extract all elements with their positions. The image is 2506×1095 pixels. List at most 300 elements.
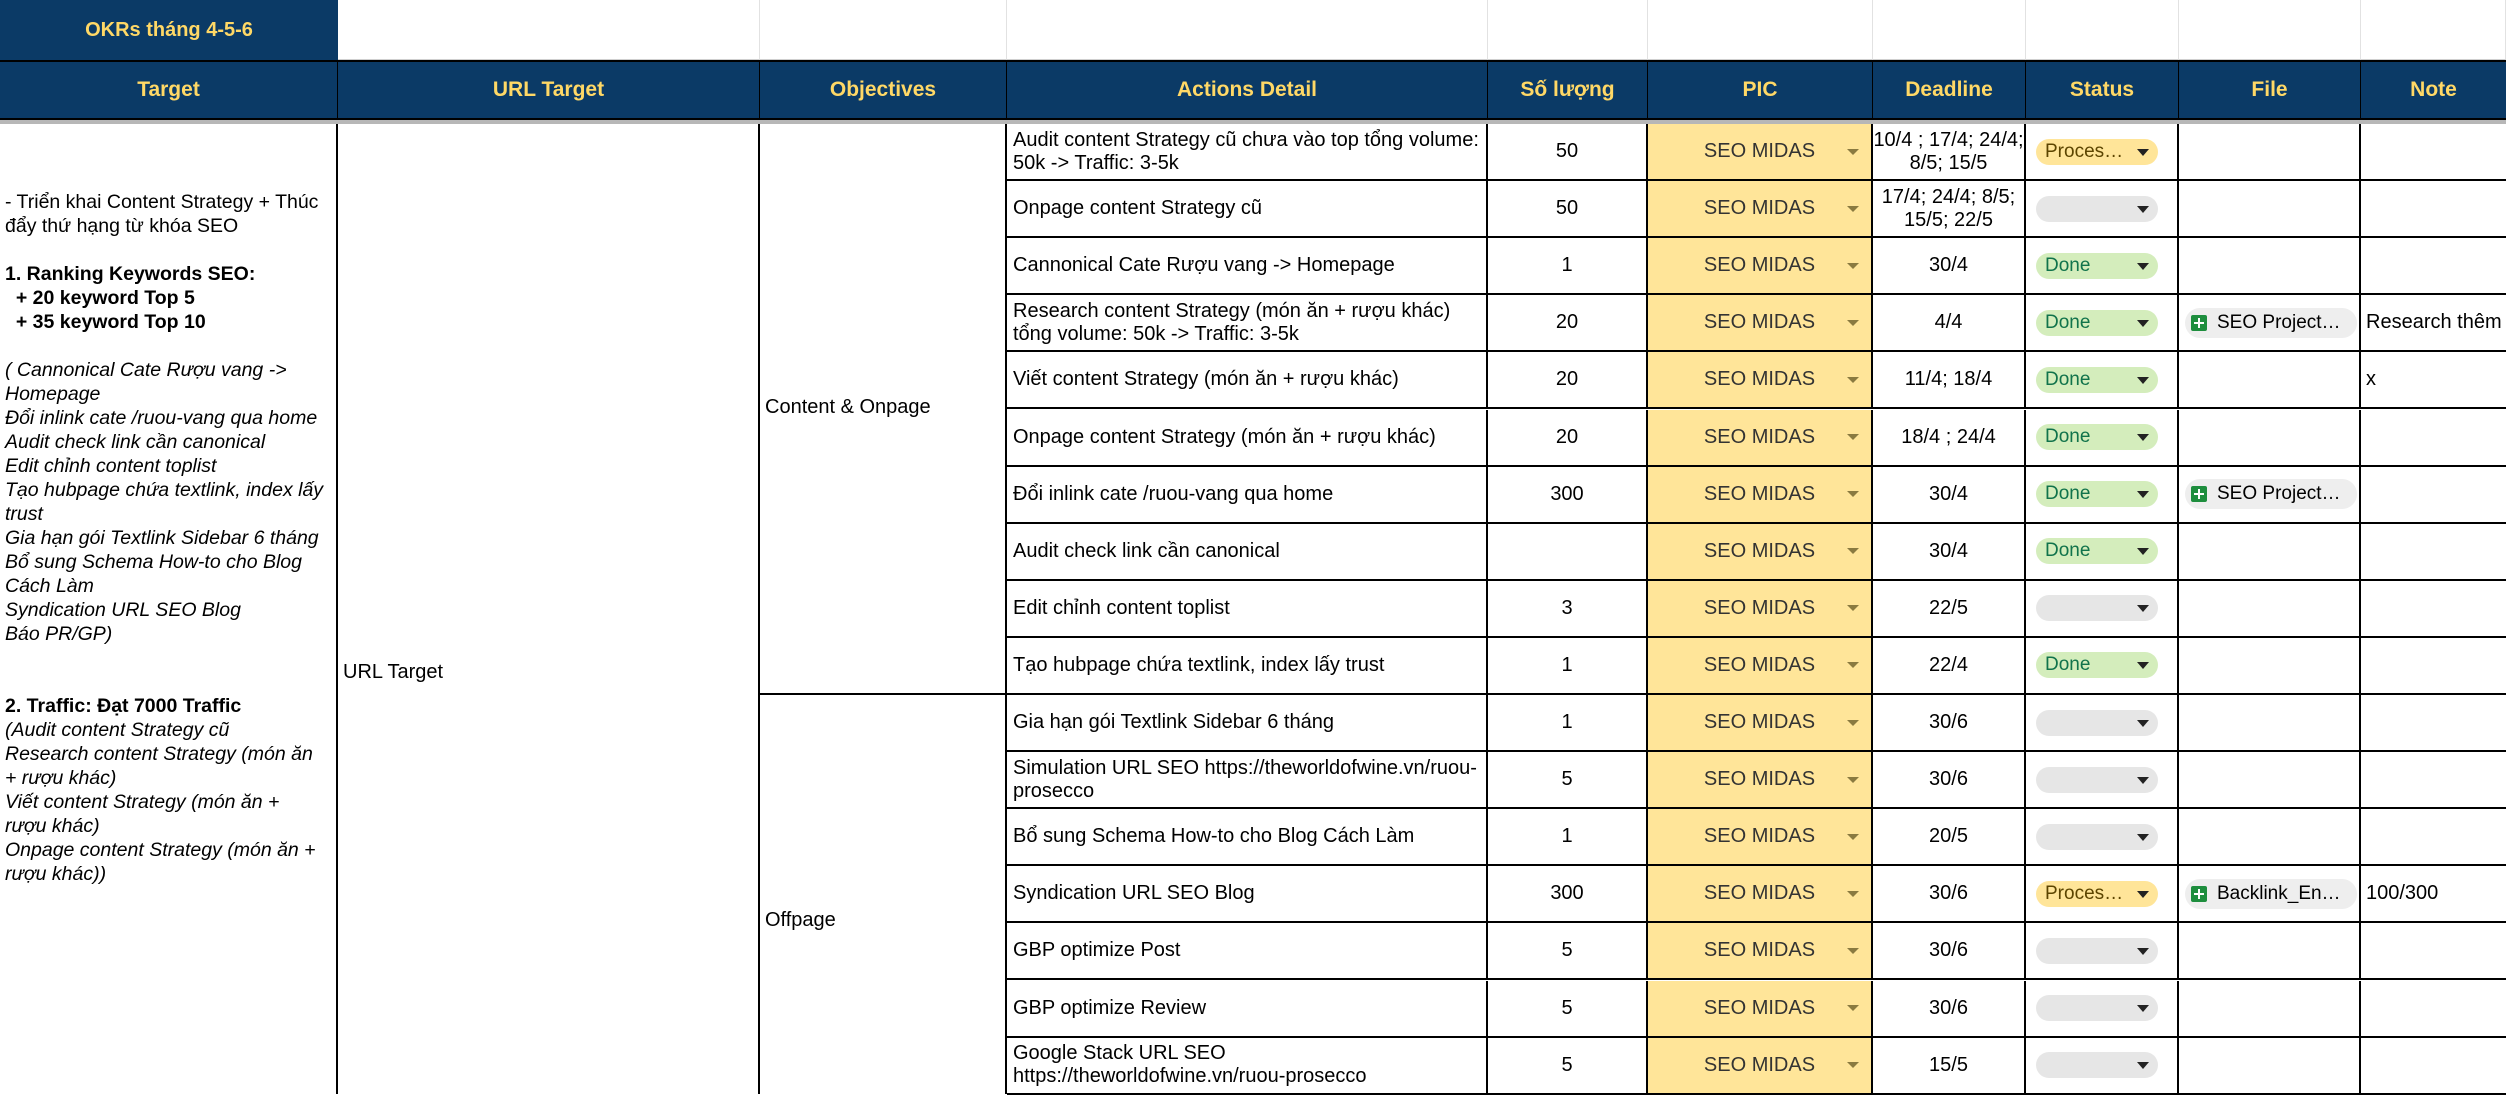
target-line: Tạo hubpage chứa textlink, index lấy [5, 479, 324, 501]
deadline-cell[interactable] [1873, 581, 2026, 636]
status-dropdown-chip[interactable] [2036, 310, 2158, 336]
blank-cell[interactable] [338, 0, 760, 60]
quantity-cell[interactable] [1488, 695, 1648, 750]
table-row [1007, 638, 2506, 695]
deadline-value: 15/5 [1929, 1053, 1968, 1076]
file-smart-chip[interactable] [2185, 308, 2357, 338]
quantity-cell[interactable] [1488, 124, 1648, 179]
pic-dropdown[interactable] [1648, 410, 1873, 465]
deadline-value: 11/4; 18/4 [1904, 368, 1993, 391]
note-cell[interactable] [2361, 238, 2506, 293]
table-row [1007, 295, 2506, 352]
deadline-cell[interactable] [1873, 410, 2026, 465]
status-dropdown-chip[interactable] [2036, 139, 2158, 165]
quantity-value: 5 [1561, 1053, 1573, 1076]
status-cell[interactable] [2026, 467, 2179, 522]
pic-value: SEO MIDAS [1703, 939, 1816, 962]
status-dropdown-chip[interactable] [2036, 538, 2158, 564]
dropdown-arrow-icon [1847, 948, 1859, 954]
objective-offpage-cell[interactable] [760, 695, 1007, 1094]
status-value: Done [2045, 540, 2091, 562]
deadline-value: 4/4 [1934, 311, 1963, 334]
file-cell[interactable] [2179, 695, 2361, 750]
quantity-cell[interactable] [1488, 467, 1648, 522]
status-dropdown-chip[interactable] [2036, 824, 2158, 850]
pic-value: SEO MIDAS [1703, 254, 1816, 277]
target-line: Đổi inlink cate /ruou-vang qua home [5, 407, 318, 429]
file-cell[interactable] [2179, 524, 2361, 579]
status-cell[interactable] [2026, 866, 2179, 921]
target-line: trust [5, 503, 43, 525]
status-value: Done [2045, 368, 2091, 390]
note-value: 100/300 [2366, 882, 2439, 905]
quantity-value: 20 [1555, 425, 1579, 448]
pic-value: SEO MIDAS [1703, 197, 1816, 220]
action-detail-text: GBP optimize Review [1013, 996, 1207, 1019]
table-row [1007, 695, 2506, 752]
target-line: Audit check link cần canonical [5, 431, 266, 453]
chevron-down-icon [2137, 149, 2149, 156]
url-target-cell[interactable] [338, 124, 760, 1094]
sheet-title-cell[interactable] [0, 0, 338, 60]
quantity-value: 20 [1555, 311, 1579, 334]
pic-dropdown[interactable] [1648, 524, 1873, 579]
target-line: rượu khác) [5, 815, 100, 837]
deadline-value: 17/4; 24/4; 8/5; 15/5; 22/5 [1881, 185, 2016, 231]
quantity-cell[interactable] [1488, 181, 1648, 236]
target-line: Gia hạn gói Textlink Sidebar 6 tháng [5, 527, 319, 549]
status-cell[interactable] [2026, 923, 2179, 978]
deadline-value: 30/6 [1929, 996, 1968, 1019]
deadline-cell[interactable] [1873, 524, 2026, 579]
deadline-cell[interactable] [1873, 981, 2026, 1036]
blank-cell[interactable] [1648, 0, 1873, 60]
deadline-cell[interactable] [1873, 638, 2026, 693]
target-line: 2. Traffic: Đạt 7000 Traffic [5, 695, 242, 717]
pic-value: SEO MIDAS [1703, 1053, 1816, 1076]
note-cell[interactable] [2361, 467, 2506, 522]
quantity-cell[interactable] [1488, 295, 1648, 350]
action-detail-text: Đổi inlink cate /ruou-vang qua home [1013, 482, 1334, 505]
deadline-value: 30/6 [1929, 768, 1968, 791]
status-cell[interactable] [2026, 695, 2179, 750]
header-file[interactable]: File [2179, 60, 2361, 120]
status-value: Done [2045, 311, 2091, 333]
blank-cell[interactable] [2361, 0, 2506, 60]
target-line: Viết content Strategy (món ăn + [5, 791, 280, 813]
note-cell[interactable] [2361, 581, 2506, 636]
quantity-cell[interactable] [1488, 410, 1648, 465]
action-detail-cell[interactable] [1007, 124, 1488, 179]
action-detail-text: Viết content Strategy (món ăn + rượu khác) [1013, 368, 1399, 391]
status-dropdown-chip[interactable] [2036, 881, 2158, 907]
target-line: 1. Ranking Keywords SEO: [5, 263, 256, 285]
deadline-cell[interactable] [1873, 866, 2026, 921]
deadline-value: 10/4 ; 17/4; 24/4; 8/5; 15/5 [1873, 128, 2024, 174]
deadline-cell[interactable] [1873, 124, 2026, 179]
pic-dropdown[interactable] [1648, 238, 1873, 293]
chevron-down-icon [2137, 605, 2149, 612]
quantity-value: 1 [1561, 653, 1573, 676]
table-row [1007, 410, 2506, 467]
quantity-cell[interactable] [1488, 581, 1648, 636]
action-detail-cell[interactable] [1007, 181, 1488, 236]
note-value: Research thêm [2366, 311, 2502, 334]
chevron-down-icon [2137, 1062, 2149, 1069]
chevron-down-icon [2137, 720, 2149, 727]
chevron-down-icon [2137, 777, 2149, 784]
deadline-cell[interactable] [1873, 1038, 2026, 1093]
quantity-value: 5 [1561, 768, 1573, 791]
note-cell[interactable] [2361, 524, 2506, 579]
header-note[interactable]: Note [2410, 78, 2457, 101]
target-line: rượu khác)) [5, 863, 107, 885]
status-dropdown-chip[interactable] [2036, 652, 2158, 678]
status-cell[interactable] [2026, 981, 2179, 1036]
header-objectives[interactable]: Objectives [760, 60, 1007, 120]
blank-cell[interactable] [1873, 0, 2026, 60]
status-dropdown-chip[interactable] [2036, 481, 2158, 507]
dropdown-arrow-icon [1847, 1062, 1859, 1068]
quantity-value: 300 [1550, 482, 1584, 505]
dropdown-arrow-icon [1847, 720, 1859, 726]
quantity-value: 50 [1555, 197, 1579, 220]
status-dropdown-chip[interactable] [2036, 767, 2158, 793]
header-pic[interactable]: PIC [1648, 60, 1873, 120]
target-line: Cách Làm [5, 575, 94, 597]
pic-dropdown[interactable] [1648, 467, 1873, 522]
pic-value: SEO MIDAS [1703, 539, 1816, 562]
file-cell[interactable] [2179, 238, 2361, 293]
dropdown-arrow-icon [1847, 149, 1859, 155]
action-detail-cell[interactable] [1007, 410, 1488, 465]
pic-value: SEO MIDAS [1703, 768, 1816, 791]
quantity-cell[interactable] [1488, 638, 1648, 693]
deadline-cell[interactable] [1873, 923, 2026, 978]
dropdown-arrow-icon [1847, 777, 1859, 783]
status-value: Done [2045, 426, 2091, 448]
note-cell[interactable] [2361, 352, 2506, 407]
pic-value: SEO MIDAS [1703, 368, 1816, 391]
action-detail-cell[interactable] [1007, 638, 1488, 693]
table-row [1007, 981, 2506, 1038]
action-detail-cell[interactable] [1007, 866, 1488, 921]
quantity-cell[interactable] [1488, 809, 1648, 864]
blank-cell[interactable] [2026, 0, 2179, 60]
file-cell[interactable] [2179, 923, 2361, 978]
action-detail-text: Onpage content Strategy (món ăn + rượu khác) [1013, 425, 1436, 448]
action-detail-cell[interactable] [1007, 752, 1488, 807]
deadline-value: 20/5 [1929, 825, 1968, 848]
header-url-target[interactable]: URL Target [338, 60, 760, 120]
header-target[interactable]: Target [0, 60, 338, 120]
target-line: + 20 keyword Top 5 [5, 287, 195, 309]
note-cell[interactable] [2361, 410, 2506, 465]
chevron-down-icon [2137, 662, 2149, 669]
action-detail-cell[interactable] [1007, 295, 1488, 350]
table-row [1007, 524, 2506, 581]
target-line: Syndication URL SEO Blog [5, 599, 241, 621]
quantity-cell[interactable] [1488, 981, 1648, 1036]
google-sheets-icon [2191, 486, 2207, 502]
status-cell[interactable] [2026, 124, 2179, 179]
target-line: + rượu khác) [5, 767, 117, 789]
dropdown-arrow-icon [1847, 320, 1859, 326]
action-detail-cell[interactable] [1007, 524, 1488, 579]
deadline-value: 22/5 [1929, 596, 1968, 619]
objective-label: Offpage [765, 909, 836, 931]
table-row [1007, 809, 2506, 866]
quantity-value: 300 [1550, 882, 1584, 905]
note-cell[interactable] [2361, 695, 2506, 750]
file-cell[interactable] [2179, 1038, 2361, 1093]
action-detail-cell[interactable] [1007, 467, 1488, 522]
deadline-value: 30/4 [1929, 254, 1968, 277]
pic-dropdown[interactable] [1648, 1038, 1873, 1093]
status-cell[interactable] [2026, 524, 2179, 579]
url-target-text: URL Target [343, 661, 444, 683]
header-quantity[interactable]: Số lượng [1488, 60, 1648, 120]
quantity-value: 1 [1561, 825, 1573, 848]
pic-dropdown[interactable] [1648, 866, 1873, 921]
note-cell[interactable] [2361, 181, 2506, 236]
table-row [1007, 752, 2506, 809]
action-detail-cell[interactable] [1007, 352, 1488, 407]
quantity-cell[interactable] [1488, 238, 1648, 293]
file-cell[interactable] [2179, 467, 2361, 522]
action-detail-text: Audit content Strategy cũ chưa vào top tổng volume: 50k -> Traffic: 3-5k [1013, 128, 1479, 174]
action-detail-text: Research content Strategy (món ăn + rượu khác) tổng volume: 50k -> Traffic: 3-5k [1013, 299, 1451, 345]
deadline-value: 30/6 [1929, 882, 1968, 905]
chevron-down-icon [2137, 263, 2149, 270]
file-smart-chip[interactable] [2185, 479, 2357, 509]
deadline-cell[interactable] [1873, 238, 2026, 293]
deadline-cell[interactable] [1873, 295, 2026, 350]
status-dropdown-chip[interactable] [2036, 196, 2158, 222]
header-deadline[interactable]: Deadline [1873, 60, 2026, 120]
deadline-cell[interactable] [1873, 752, 2026, 807]
quantity-value: 50 [1555, 140, 1579, 163]
deadline-cell[interactable] [1873, 809, 2026, 864]
blank-cell[interactable] [2179, 0, 2361, 60]
file-cell[interactable] [2179, 410, 2361, 465]
google-sheets-icon [2191, 886, 2207, 902]
target-line: Onpage content Strategy (món ăn + [5, 839, 316, 861]
table-row [1007, 581, 2506, 638]
note-cell[interactable] [2361, 638, 2506, 693]
blank-cell[interactable] [1488, 0, 1648, 60]
quantity-value: 3 [1561, 596, 1573, 619]
dropdown-arrow-icon [1847, 834, 1859, 840]
deadline-value: 30/4 [1929, 539, 1968, 562]
action-detail-text: Bổ sung Schema How-to cho Blog Cách Làm [1013, 825, 1415, 848]
status-value: Done [2045, 654, 2091, 676]
quantity-cell[interactable] [1488, 524, 1648, 579]
dropdown-arrow-icon [1847, 662, 1859, 668]
target-line: Báo PR/GP) [5, 623, 113, 645]
objective-content-onpage-cell[interactable] [760, 124, 1007, 695]
target-line: đẩy thứ hạng từ khóa SEO [5, 215, 239, 237]
pic-dropdown[interactable] [1648, 352, 1873, 407]
status-dropdown-chip[interactable] [2036, 595, 2158, 621]
note-cell[interactable] [2361, 295, 2506, 350]
pic-value: SEO MIDAS [1703, 825, 1816, 848]
action-detail-text: Edit chỉnh content toplist [1013, 596, 1230, 619]
quantity-value: 1 [1561, 254, 1573, 277]
file-cell[interactable] [2179, 124, 2361, 179]
target-line: Research content Strategy (món ăn [5, 743, 313, 765]
table-row [1007, 238, 2506, 295]
deadline-value: 30/6 [1929, 711, 1968, 734]
quantity-cell[interactable] [1488, 866, 1648, 921]
file-cell[interactable] [2179, 809, 2361, 864]
pic-dropdown[interactable] [1648, 581, 1873, 636]
status-cell[interactable] [2026, 295, 2179, 350]
action-detail-cell[interactable] [1007, 695, 1488, 750]
dropdown-arrow-icon [1847, 491, 1859, 497]
table-row [1007, 124, 2506, 181]
dropdown-arrow-icon [1847, 377, 1859, 383]
pic-value: SEO MIDAS [1703, 882, 1816, 905]
quantity-cell[interactable] [1488, 752, 1648, 807]
blank-cell[interactable] [1007, 0, 1488, 60]
chevron-down-icon [2137, 377, 2149, 384]
pic-dropdown[interactable] [1648, 923, 1873, 978]
action-detail-cell[interactable] [1007, 923, 1488, 978]
status-cell[interactable] [2026, 352, 2179, 407]
header-actions-detail[interactable]: Actions Detail [1007, 60, 1488, 120]
status-cell[interactable] [2026, 181, 2179, 236]
note-cell[interactable] [2361, 809, 2506, 864]
dropdown-arrow-icon [1847, 891, 1859, 897]
chevron-down-icon [2137, 948, 2149, 955]
action-detail-cell[interactable] [1007, 238, 1488, 293]
target-cell[interactable] [0, 124, 338, 1094]
status-dropdown-chip[interactable] [2036, 253, 2158, 279]
file-cell[interactable] [2179, 352, 2361, 407]
action-detail-cell[interactable] [1007, 981, 1488, 1036]
action-detail-text: Gia hạn gói Textlink Sidebar 6 tháng [1013, 711, 1334, 734]
file-cell[interactable] [2179, 295, 2361, 350]
table-row [1007, 1038, 2506, 1095]
pic-dropdown[interactable] [1648, 181, 1873, 236]
status-dropdown-chip[interactable] [2036, 995, 2158, 1021]
status-cell[interactable] [2026, 809, 2179, 864]
table-row [1007, 866, 2506, 923]
status-value: Done [2045, 483, 2091, 505]
note-cell[interactable] [2361, 923, 2506, 978]
quantity-value: 5 [1561, 939, 1573, 962]
sheet-title: OKRs tháng 4-5-6 [85, 18, 253, 41]
deadline-cell[interactable] [1873, 181, 2026, 236]
target-line: Edit chỉnh content toplist [5, 455, 217, 477]
file-cell[interactable] [2179, 181, 2361, 236]
action-detail-text: Cannonical Cate Rượu vang -> Homepage [1013, 254, 1395, 277]
deadline-value: 30/6 [1929, 939, 1968, 962]
note-cell[interactable] [2361, 124, 2506, 179]
deadline-cell[interactable] [1873, 467, 2026, 522]
quantity-cell[interactable] [1488, 923, 1648, 978]
status-dropdown-chip[interactable] [2036, 938, 2158, 964]
status-cell[interactable] [2026, 410, 2179, 465]
table-row [1007, 352, 2506, 409]
pic-dropdown[interactable] [1648, 124, 1873, 179]
action-detail-text: Simulation URL SEO https://theworldofwine.vn/ruou-prosecco [1013, 756, 1477, 802]
note-cell[interactable] [2361, 866, 2506, 921]
dropdown-arrow-icon [1847, 263, 1859, 269]
target-line: (Audit content Strategy cũ [5, 719, 230, 741]
header-status[interactable]: Status [2026, 60, 2179, 120]
file-cell[interactable] [2179, 638, 2361, 693]
status-dropdown-chip[interactable] [2036, 710, 2158, 736]
note-cell[interactable] [2361, 981, 2506, 1036]
deadline-cell[interactable] [1873, 695, 2026, 750]
note-cell[interactable] [2361, 752, 2506, 807]
status-dropdown-chip[interactable] [2036, 367, 2158, 393]
file-cell[interactable] [2179, 752, 2361, 807]
chevron-down-icon [2137, 891, 2149, 898]
quantity-value: 5 [1561, 996, 1573, 1019]
file-name: SEO Project… [2217, 311, 2341, 333]
pic-value: SEO MIDAS [1703, 311, 1816, 334]
pic-value: SEO MIDAS [1703, 596, 1816, 619]
status-cell[interactable] [2026, 238, 2179, 293]
blank-cell[interactable] [760, 0, 1007, 60]
action-detail-cell[interactable] [1007, 581, 1488, 636]
action-detail-cell[interactable] [1007, 1038, 1488, 1093]
status-value: Proces… [2045, 140, 2124, 162]
status-cell[interactable] [2026, 638, 2179, 693]
status-dropdown-chip[interactable] [2036, 424, 2158, 450]
file-name: SEO Project… [2217, 483, 2341, 505]
status-cell[interactable] [2026, 1038, 2179, 1093]
action-detail-text: GBP optimize Post [1013, 939, 1181, 962]
file-cell[interactable] [2179, 981, 2361, 1036]
status-cell[interactable] [2026, 581, 2179, 636]
status-dropdown-chip[interactable] [2036, 1052, 2158, 1078]
action-detail-text: Onpage content Strategy cũ [1013, 197, 1263, 220]
objective-label: Content & Onpage [765, 396, 931, 418]
quantity-cell[interactable] [1488, 1038, 1648, 1093]
chevron-down-icon [2137, 548, 2149, 555]
file-smart-chip[interactable] [2185, 879, 2357, 909]
deadline-cell[interactable] [1873, 352, 2026, 407]
dropdown-arrow-icon [1847, 1005, 1859, 1011]
pic-dropdown[interactable] [1648, 638, 1873, 693]
action-detail-cell[interactable] [1007, 809, 1488, 864]
table-row [1007, 923, 2506, 980]
pic-value: SEO MIDAS [1703, 482, 1816, 505]
quantity-value: 20 [1555, 368, 1579, 391]
chevron-down-icon [2137, 434, 2149, 441]
pic-dropdown[interactable] [1648, 981, 1873, 1036]
note-cell[interactable] [2361, 1038, 2506, 1093]
chevron-down-icon [2137, 834, 2149, 841]
status-cell[interactable] [2026, 752, 2179, 807]
pic-dropdown[interactable] [1648, 809, 1873, 864]
quantity-value: 1 [1561, 711, 1573, 734]
dropdown-arrow-icon [1847, 548, 1859, 554]
target-line: Bổ sung Schema How-to cho Blog [5, 551, 302, 573]
quantity-cell[interactable] [1488, 352, 1648, 407]
pic-dropdown[interactable] [1648, 295, 1873, 350]
file-cell[interactable] [2179, 581, 2361, 636]
status-value: Done [2045, 254, 2091, 276]
file-cell[interactable] [2179, 866, 2361, 921]
pic-dropdown[interactable] [1648, 695, 1873, 750]
pic-dropdown[interactable] [1648, 752, 1873, 807]
chevron-down-icon [2137, 491, 2149, 498]
